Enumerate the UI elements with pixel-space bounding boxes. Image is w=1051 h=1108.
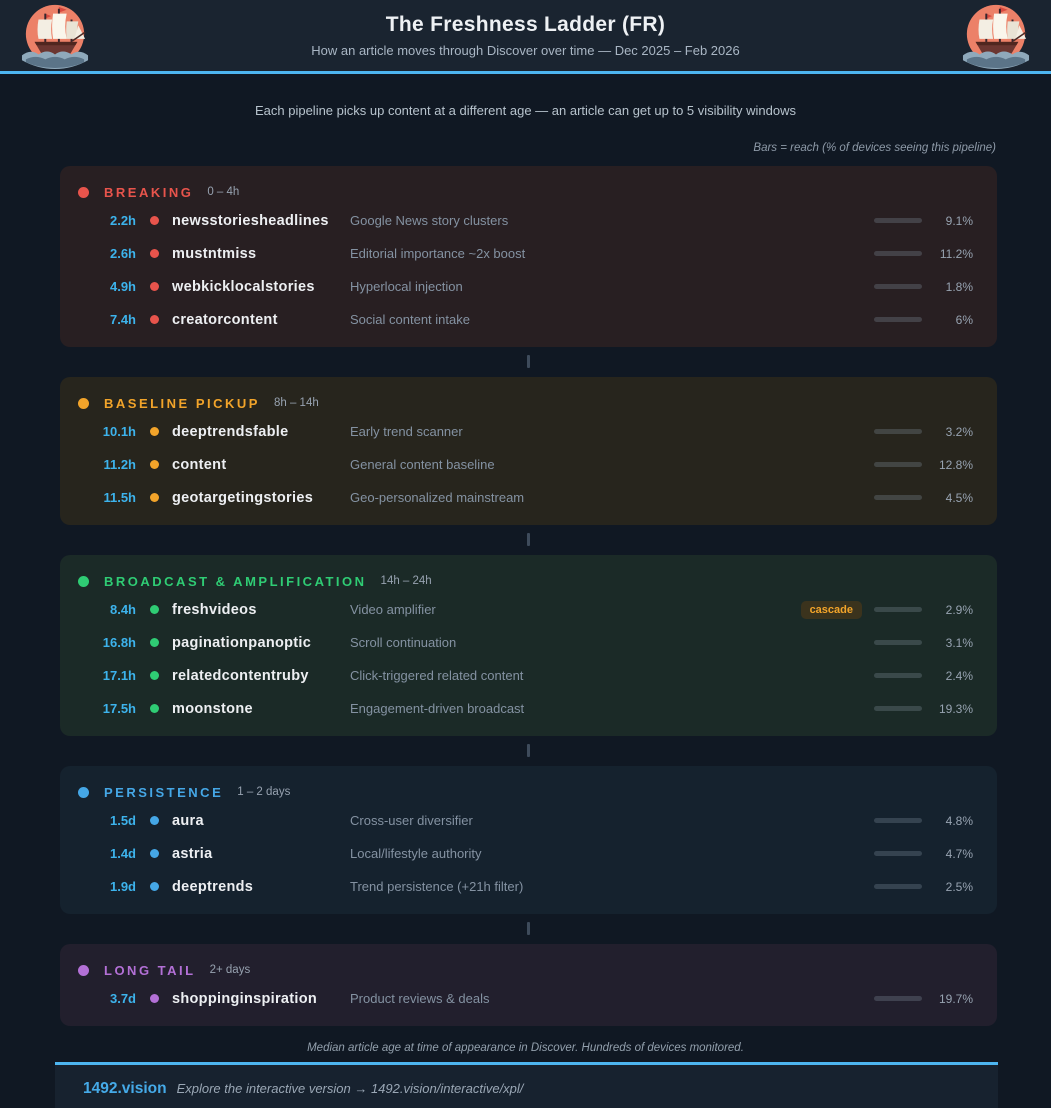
brand-link[interactable]: 1492.vision bbox=[83, 1080, 167, 1097]
row-dot-icon bbox=[150, 493, 159, 502]
section-age-range: 14h – 24h bbox=[380, 575, 432, 587]
median-age-value: 11.2h bbox=[103, 457, 136, 472]
pipeline-row bbox=[78, 659, 973, 692]
pipeline-name: deeptrendsfable bbox=[172, 423, 289, 440]
reach-percent: 4.7% bbox=[945, 846, 973, 861]
reach-bar bbox=[874, 429, 922, 434]
row-dot-icon bbox=[150, 671, 159, 680]
section-label: BROADCAST & AMPLIFICATION bbox=[104, 573, 367, 589]
section-rows bbox=[78, 982, 973, 1015]
pipeline-row bbox=[78, 626, 973, 659]
section-label: BREAKING bbox=[104, 184, 194, 200]
section-dot-icon bbox=[78, 965, 89, 976]
median-age-value: 7.4h bbox=[109, 312, 136, 327]
ship-logo-icon bbox=[959, 2, 1033, 70]
reach-bar bbox=[874, 462, 922, 467]
median-age-value: 1.4d bbox=[109, 846, 136, 861]
pipeline-description: Geo-personalized mainstream bbox=[350, 490, 525, 505]
section-dot-icon bbox=[78, 398, 89, 409]
row-dot-icon bbox=[150, 816, 159, 825]
pipeline-description: Product reviews & deals bbox=[350, 991, 490, 1006]
ship-logo-icon bbox=[18, 2, 92, 70]
reach-bar bbox=[874, 640, 922, 645]
pipeline-row bbox=[78, 692, 973, 725]
reach-bar bbox=[874, 251, 922, 256]
median-age-value: 10.1h bbox=[102, 424, 136, 439]
section-label: LONG TAIL bbox=[104, 962, 196, 978]
pipeline-name: geotargetingstories bbox=[172, 489, 314, 506]
pipeline-description: Cross-user diversifier bbox=[350, 813, 473, 828]
section-broadcast bbox=[60, 555, 997, 736]
section-longtail bbox=[60, 944, 997, 1026]
reach-bar bbox=[874, 607, 922, 612]
median-age-value: 2.6h bbox=[109, 246, 136, 261]
pipeline-name: deeptrends bbox=[172, 878, 254, 895]
pipeline-name: webkicklocalstories bbox=[172, 278, 315, 295]
section-connector bbox=[527, 533, 530, 546]
reach-percent: 2.4% bbox=[945, 668, 973, 683]
reach-bar bbox=[874, 673, 922, 678]
pipeline-description: Video amplifier bbox=[350, 602, 436, 617]
pipeline-row bbox=[78, 481, 973, 514]
reach-percent: 3.1% bbox=[945, 635, 973, 650]
pipeline-name: creatorcontent bbox=[172, 311, 278, 328]
row-dot-icon bbox=[150, 882, 159, 891]
section-header bbox=[78, 180, 973, 204]
ship-logo-left bbox=[12, 2, 98, 70]
median-age-value: 8.4h bbox=[109, 602, 136, 617]
row-dot-icon bbox=[150, 638, 159, 647]
median-age-value: 1.9d bbox=[109, 879, 136, 894]
reach-bar bbox=[874, 706, 922, 711]
pipeline-description: Scroll continuation bbox=[350, 635, 457, 650]
median-age-value: 2.2h bbox=[109, 213, 136, 228]
pipeline-description: General content baseline bbox=[350, 457, 495, 472]
header bbox=[0, 0, 1051, 74]
median-age-value: 17.5h bbox=[102, 701, 136, 716]
pipeline-description: Google News story clusters bbox=[350, 213, 509, 228]
pipeline-description: Trend persistence (+21h filter) bbox=[350, 879, 524, 894]
reach-bar bbox=[874, 884, 922, 889]
median-age-value: 16.8h bbox=[102, 635, 136, 650]
pipeline-name: freshvideos bbox=[172, 601, 257, 618]
reach-bar bbox=[874, 495, 922, 500]
pipeline-description: Early trend scanner bbox=[350, 424, 463, 439]
section-connector bbox=[527, 355, 530, 368]
sections bbox=[60, 166, 997, 1026]
reach-percent: 3.2% bbox=[945, 424, 973, 439]
section-age-range: 2+ days bbox=[209, 964, 251, 976]
pipeline-name: mustntmiss bbox=[172, 245, 257, 262]
row-dot-icon bbox=[150, 605, 159, 614]
footer-link-text[interactable]: Explore the interactive version → 1492.vision/interactive/xpl/ bbox=[176, 1081, 524, 1096]
section-age-range: 1 – 2 days bbox=[237, 786, 291, 798]
pipeline-name: paginationpanoptic bbox=[172, 634, 312, 651]
row-dot-icon bbox=[150, 460, 159, 469]
row-dot-icon bbox=[150, 216, 159, 225]
pipeline-name: aura bbox=[172, 812, 204, 829]
section-header bbox=[78, 958, 973, 982]
pipeline-name: relatedcontentruby bbox=[172, 667, 309, 684]
reach-percent: 4.8% bbox=[945, 813, 973, 828]
pipeline-description: Local/lifestyle authority bbox=[350, 846, 482, 861]
pipeline-row bbox=[78, 593, 973, 626]
page-title: The Freshness Ladder (FR) bbox=[385, 13, 666, 36]
pipeline-name: astria bbox=[172, 845, 213, 862]
pipeline-description: Click-triggered related content bbox=[350, 668, 524, 683]
pipeline-row bbox=[78, 837, 973, 870]
pipeline-row bbox=[78, 448, 973, 481]
reach-percent: 2.9% bbox=[945, 602, 973, 617]
footnote: Median article age at time of appearance in Discover. Hundreds of devices monitored. bbox=[307, 1042, 744, 1054]
pipeline-description: Hyperlocal injection bbox=[350, 279, 463, 294]
pipeline-name: content bbox=[172, 456, 227, 473]
section-breaking bbox=[60, 166, 997, 347]
reach-percent: 11.2% bbox=[939, 246, 973, 261]
pipeline-row bbox=[78, 303, 973, 336]
section-label: BASELINE PICKUP bbox=[104, 395, 260, 411]
median-age-value: 3.7d bbox=[109, 991, 136, 1006]
ship-logo-right bbox=[953, 2, 1039, 70]
section-rows bbox=[78, 415, 973, 514]
cascade-badge: cascade bbox=[801, 601, 862, 619]
section-connector bbox=[527, 744, 530, 757]
pipeline-description: Engagement-driven broadcast bbox=[350, 701, 525, 716]
section-dot-icon bbox=[78, 576, 89, 587]
median-age-value: 11.5h bbox=[103, 490, 136, 505]
pipeline-row bbox=[78, 204, 973, 237]
pipeline-row bbox=[78, 982, 973, 1015]
pipeline-name: shoppinginspiration bbox=[172, 990, 318, 1007]
reach-percent: 19.7% bbox=[938, 991, 973, 1006]
pipeline-row bbox=[78, 870, 973, 903]
reach-bar bbox=[874, 851, 922, 856]
reach-bar bbox=[874, 284, 922, 289]
pipeline-description: Editorial importance ~2x boost bbox=[350, 246, 526, 261]
section-connector bbox=[527, 922, 530, 935]
section-dot-icon bbox=[78, 187, 89, 198]
section-rows bbox=[78, 804, 973, 903]
row-dot-icon bbox=[150, 427, 159, 436]
reach-bar bbox=[874, 818, 922, 823]
pipeline-description: Social content intake bbox=[350, 312, 470, 327]
section-header bbox=[78, 391, 973, 415]
median-age-value: 17.1h bbox=[102, 668, 136, 683]
reach-bar bbox=[874, 218, 922, 223]
row-dot-icon bbox=[150, 315, 159, 324]
section-persistence bbox=[60, 766, 997, 914]
footer bbox=[55, 1062, 998, 1108]
row-dot-icon bbox=[150, 249, 159, 258]
section-age-range: 8h – 14h bbox=[273, 397, 319, 409]
pipeline-row bbox=[78, 237, 973, 270]
pipeline-name: moonstone bbox=[172, 700, 253, 717]
median-age-value: 1.5d bbox=[109, 813, 136, 828]
section-dot-icon bbox=[78, 787, 89, 798]
row-dot-icon bbox=[150, 282, 159, 291]
page-subtitle: How an article moves through Discover over time — Dec 2025 – Feb 2026 bbox=[311, 43, 740, 58]
reach-percent: 6% bbox=[955, 312, 973, 327]
section-rows bbox=[78, 204, 973, 336]
intro-text: Each pipeline picks up content at a different age — an article can get up to 5 visibility windows bbox=[254, 103, 797, 118]
reach-percent: 2.5% bbox=[945, 879, 973, 894]
bars-legend-note: Bars = reach (% of devices seeing this pipeline) bbox=[753, 142, 996, 154]
section-label: PERSISTENCE bbox=[104, 784, 224, 800]
row-dot-icon bbox=[150, 994, 159, 1003]
reach-percent: 4.5% bbox=[945, 490, 973, 505]
pipeline-row bbox=[78, 415, 973, 448]
reach-percent: 1.8% bbox=[945, 279, 973, 294]
row-dot-icon bbox=[150, 849, 159, 858]
section-baseline bbox=[60, 377, 997, 525]
pipeline-name: newsstoriesheadlines bbox=[172, 212, 329, 229]
pipeline-row bbox=[78, 270, 973, 303]
reach-percent: 12.8% bbox=[938, 457, 973, 472]
reach-bar bbox=[874, 317, 922, 322]
reach-percent: 19.3% bbox=[938, 701, 973, 716]
reach-bar bbox=[874, 996, 922, 1001]
section-age-range: 0 – 4h bbox=[207, 186, 240, 198]
median-age-value: 4.9h bbox=[109, 279, 136, 294]
section-header bbox=[78, 780, 973, 804]
row-dot-icon bbox=[150, 704, 159, 713]
section-rows bbox=[78, 593, 973, 725]
section-header bbox=[78, 569, 973, 593]
reach-percent: 9.1% bbox=[945, 213, 973, 228]
pipeline-row bbox=[78, 804, 973, 837]
